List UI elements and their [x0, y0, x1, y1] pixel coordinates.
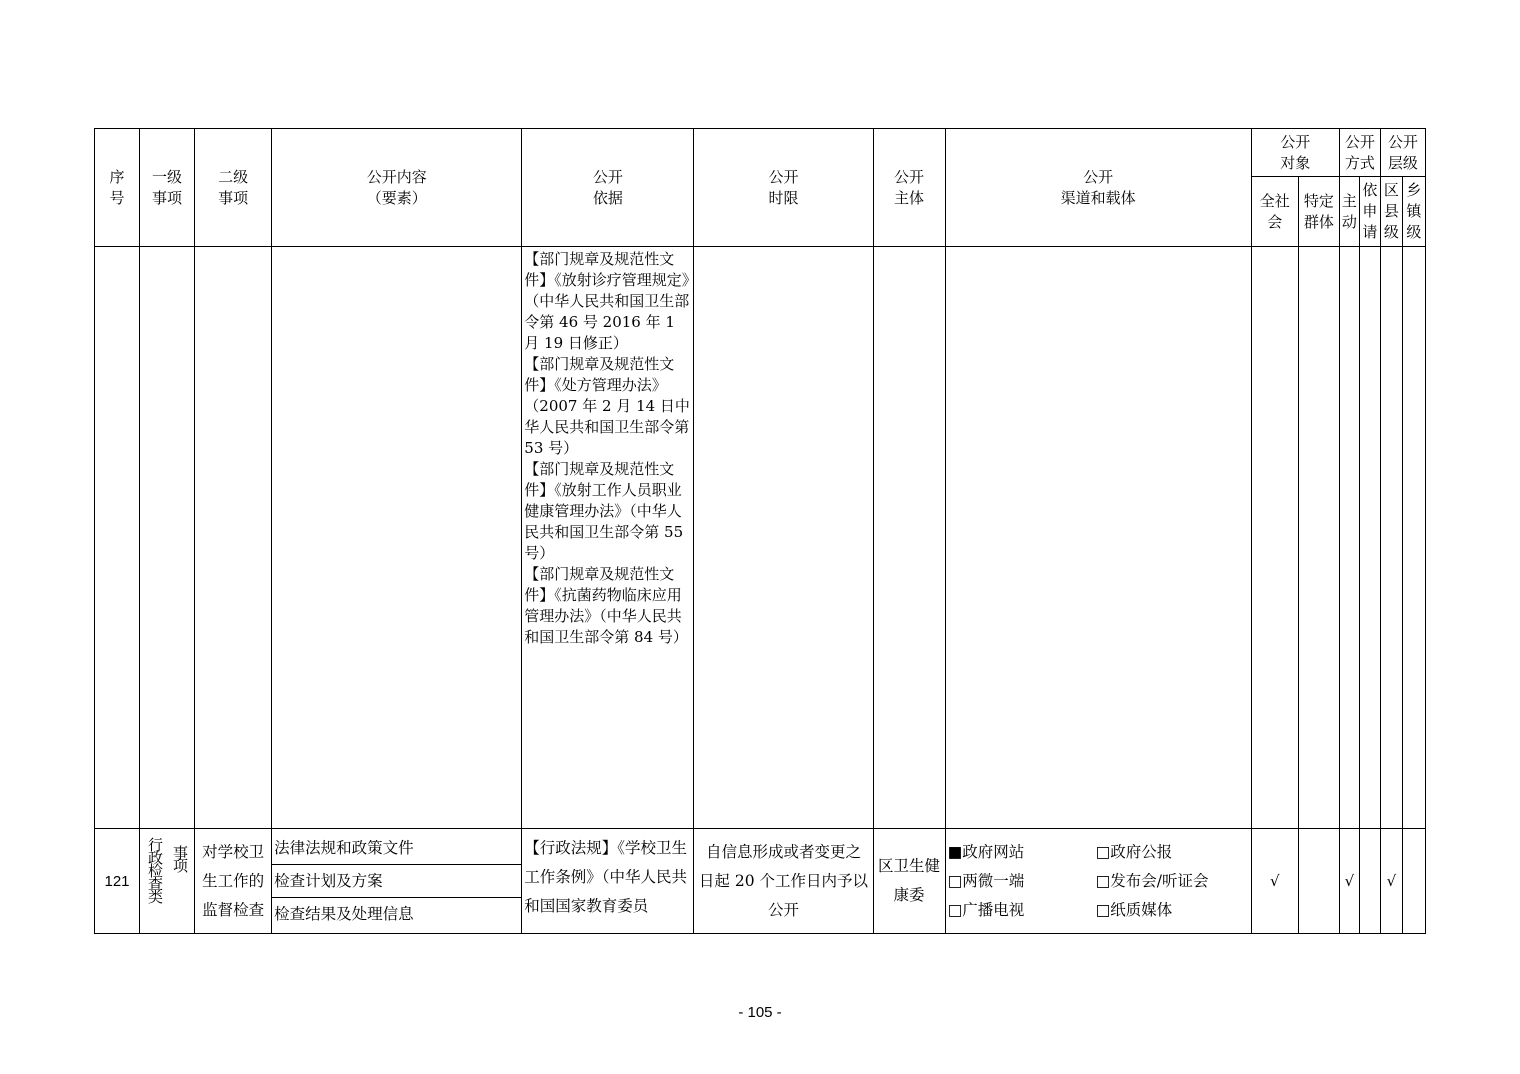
level1-text-a: 事项: [171, 845, 190, 871]
target-specific-mark: [1298, 829, 1339, 934]
cell-empty: [945, 247, 1251, 829]
header-target-specific: 特定 群体: [1298, 177, 1339, 247]
header-method-active: 主 动: [1339, 177, 1359, 247]
channel-option: [1096, 870, 1246, 892]
content-list: [272, 832, 521, 930]
content-item: 检查计划及方案: [272, 865, 521, 898]
channel-label: 政府网站: [962, 843, 1025, 861]
channels-cell: [945, 829, 1251, 934]
header-basis: 公开 依据: [522, 129, 694, 247]
header-target: 公开 对象: [1251, 129, 1339, 177]
cell-empty: [272, 247, 522, 829]
channel-option: [948, 899, 1096, 921]
cell-empty: [195, 247, 272, 829]
page-number: - 105 -: [738, 1004, 782, 1021]
unchecked-box-icon: □: [1095, 901, 1111, 919]
disclosure-table: [94, 128, 1426, 934]
cell-empty: [1339, 247, 1359, 829]
cell-empty: [694, 247, 873, 829]
channel-label: 政府公报: [1110, 843, 1173, 861]
time-limit-cell: 自信息形成或者变更之日起 20 个工作日内予以公开: [694, 829, 873, 934]
cell-empty: [873, 247, 945, 829]
basis-entry: 【部门规章及规范性文件】《放射诊疗管理规定》（中华人民共和国卫生部令第 46 号 2016 年 1 月 19 日修正）: [524, 250, 690, 352]
header-level-town: 乡 镇 级: [1402, 177, 1425, 247]
cell-empty: [1380, 247, 1402, 829]
method-active-mark: √: [1339, 829, 1359, 934]
header-content: 公开内容 （要素）: [272, 129, 522, 247]
subject-cell: 区卫生健康委: [873, 829, 945, 934]
checked-box-icon: ■: [947, 843, 963, 861]
seq-cell: 121: [95, 829, 140, 934]
basis-cell: 【行政法规】《学校卫生工作条例》（中华人民共和国国家教育委员: [522, 829, 694, 934]
unchecked-box-icon: □: [1095, 843, 1111, 861]
unchecked-box-icon: □: [1095, 872, 1111, 890]
channel-label: 两微一端: [962, 872, 1025, 890]
basis-cell-continued: [522, 247, 694, 829]
method-request-mark: [1359, 829, 1380, 934]
content-cell: [272, 829, 522, 934]
unchecked-box-icon: □: [947, 901, 963, 919]
level1-cell: [140, 829, 195, 934]
level1-text-b: 行政检查类: [146, 837, 165, 902]
channel-option: [948, 870, 1096, 892]
channel-option: [1096, 899, 1246, 921]
cell-empty: [1402, 247, 1425, 829]
basis-entry: 【部门规章及规范性文件】《抗菌药物临床应用管理办法》（中华人民共和国卫生部令第 84 号）: [524, 565, 688, 646]
channel-label: 广播电视: [962, 901, 1025, 919]
basis-entry: 【部门规章及规范性文件】《处方管理办法》（2007 年 2 月 14 日中华人民共和国卫生部令第 53 号）: [524, 355, 690, 457]
content-item: 检查结果及处理信息: [274, 905, 414, 923]
header-level2: 二级 事项: [195, 129, 272, 247]
header-level: 公开 层级: [1380, 129, 1425, 177]
header-time-limit: 公开 时限: [694, 129, 873, 247]
cell-empty: [1251, 247, 1298, 829]
header-method-request: 依 申 请: [1359, 177, 1380, 247]
table-row-continued: [95, 247, 1426, 829]
level-district-mark: √: [1380, 829, 1402, 934]
header-channels: 公开 渠道和载体: [945, 129, 1251, 247]
level-town-mark: [1402, 829, 1425, 934]
header-level1: 一级 事项: [140, 129, 195, 247]
target-all-mark: √: [1251, 829, 1298, 934]
cell-empty: [95, 247, 140, 829]
basis-entry: 【部门规章及规范性文件】《放射工作人员职业健康管理办法》（中华人民共和国卫生部令第 55 号）: [524, 460, 684, 562]
channel-option: [1096, 841, 1246, 863]
cell-empty: [1298, 247, 1339, 829]
table-row-121: [95, 829, 1426, 934]
header-level-district: 区 县 级: [1380, 177, 1402, 247]
channel-option: [948, 841, 1096, 863]
cell-empty: [1359, 247, 1380, 829]
unchecked-box-icon: □: [947, 872, 963, 890]
cell-empty: [140, 247, 195, 829]
level2-cell: 对学校卫生工作的监督检查: [195, 829, 272, 934]
header-seq: 序 号: [95, 129, 140, 247]
channel-label: 发布会/听证会: [1110, 872, 1209, 890]
header-method: 公开 方式: [1339, 129, 1380, 177]
header-target-all: 全社 会: [1251, 177, 1298, 247]
content-item: 法律法规和政策文件: [272, 832, 521, 865]
channel-list: [948, 841, 1251, 921]
channel-label: 纸质媒体: [1110, 901, 1173, 919]
header-subject: 公开 主体: [873, 129, 945, 247]
